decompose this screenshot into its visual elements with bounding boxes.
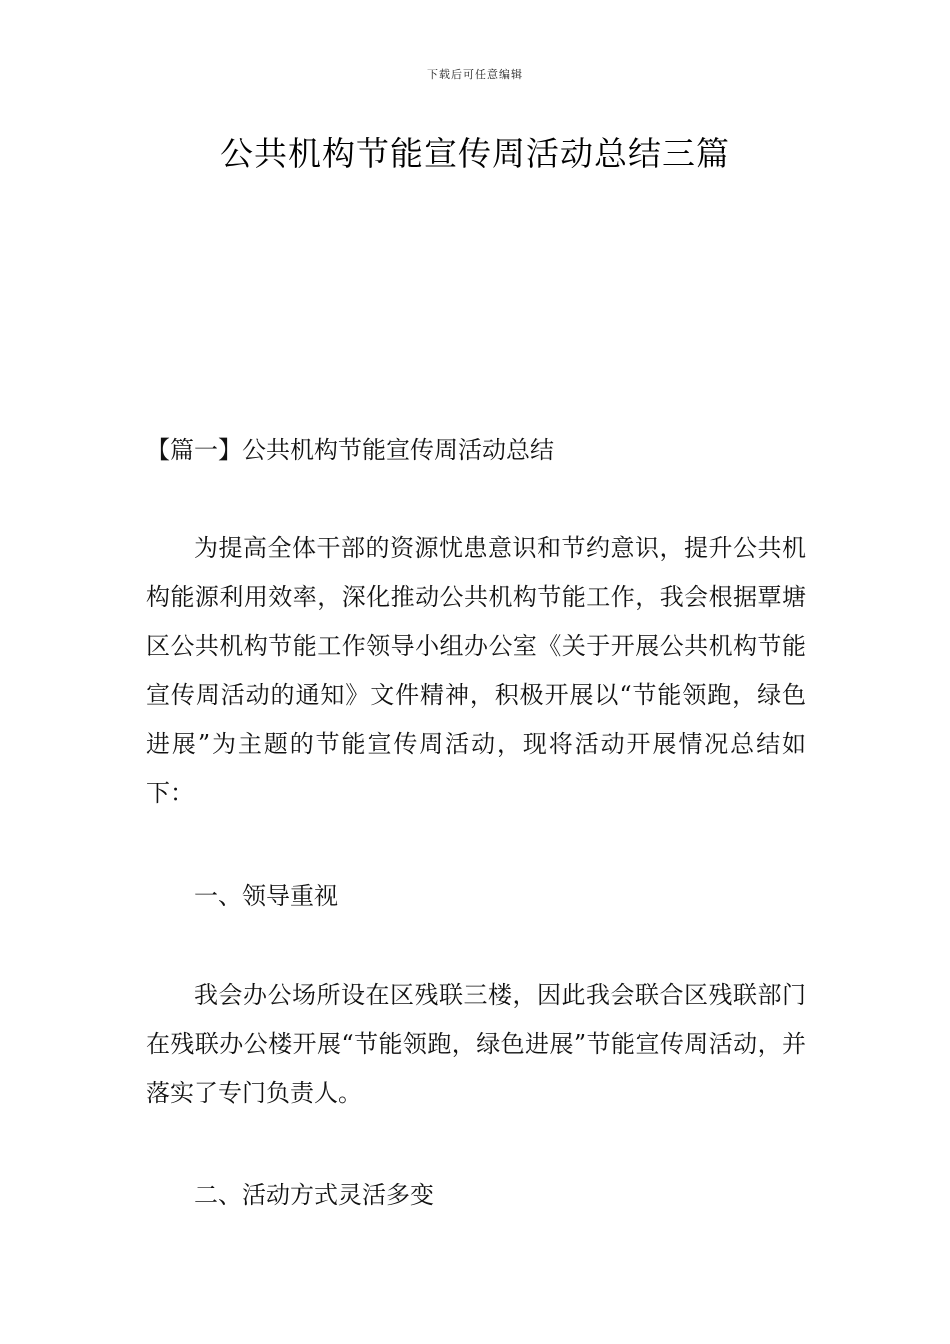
paragraph-intro: 为提高全体干部的资源忧患意识和节约意识，提升公共机构能源利用效率，深化推动公共机构节能工作，我会根据覃塘区公共机构节能工作领导小组办公室《关于开展公共机构节能宣传周活动的通知》文件精神，积极开展以“节能领跑，绿色进展”为主题的节能宣传周活动，现将活动开展情况总结如下： <box>146 534 806 807</box>
document-title: 公共机构节能宣传周活动总结三篇 <box>220 134 730 173</box>
subheading-activities: 二、活动方式灵活多变 <box>194 1181 434 1209</box>
header-note: 下载后可任意编辑 <box>427 68 523 81</box>
section-heading: 【篇一】公共机构节能宣传周活动总结 <box>146 436 554 464</box>
subheading-leadership: 一、领导重视 <box>194 882 338 910</box>
paragraph-leadership: 我会办公场所设在区残联三楼，因此我会联合区残联部门在残联办公楼开展“节能领跑，绿色进展”节能宣传周活动，并落实了专门负责人。 <box>146 981 806 1107</box>
